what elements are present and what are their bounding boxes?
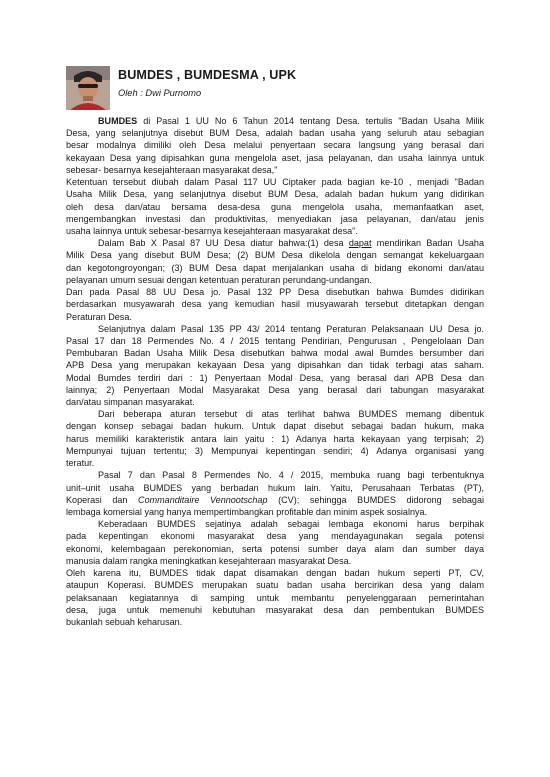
- text-segment: berdasarkan musyawarah desa yang kemudian hasil musyawarah tersebut ditetapkan dengan: [66, 299, 484, 310]
- text-segment: Dan pada Pasal 88 UU Desa jo. Pasal 132 PP Desa disebutkan bahwa Bumdes didirikan: [66, 287, 484, 298]
- text-line: [66, 201, 484, 213]
- text-segment: Pasal 17 dan 18 Permendes No. 4 / 2015 tentang Pendirian, Pengurusan , Pengelolaan Dan: [66, 335, 484, 346]
- text-segment: teratur.: [66, 458, 95, 469]
- paragraph-p5: [66, 323, 484, 409]
- paragraph-p4: [66, 286, 484, 323]
- text-segment: ekonomi, kelembagaan perekonomian, serta potensi sumber daya alam dan sumber daya: [66, 543, 484, 554]
- text-line: [66, 311, 484, 323]
- text-segment: pelayanan umum sesuai dengan ketentuan peraturan perundang-undangan.: [66, 274, 372, 285]
- paragraph-p3: [66, 237, 484, 286]
- text-line: [66, 616, 484, 628]
- text-segment: kekayaan Desa yang dipisahkan guna mengelola aset, jasa pelayanan, dan usaha lainnya untuk: [66, 152, 484, 163]
- text-line: [66, 482, 484, 494]
- text-line: [66, 152, 484, 164]
- text-segment: mengembangkan investasi dan produktivitas, menyediakan jasa pelayanan, dan/atau jenis: [66, 213, 484, 224]
- text-segment: harus memiliki karakteristik antara lain yaitu : 1) Adanya harta kekayaan yang terpisah; 2): [66, 433, 484, 444]
- text-line: [66, 384, 484, 396]
- text-line: [66, 457, 484, 469]
- author-portrait-icon: [66, 66, 110, 110]
- text-segment: dan/atau simpanan masyarakat.: [66, 397, 195, 408]
- text-line: [66, 494, 484, 506]
- text-line: [66, 567, 484, 579]
- text-segment: Mempunyai tujuan tertentu; 3) Mempunyai kepentingan sendiri; 4) Adanya organisasi yang: [66, 445, 484, 456]
- text-segment: besar modalnya dimiliki oleh Desa melalui penyertaan secara langsung yang berasal dari: [66, 140, 484, 151]
- text-line: [66, 139, 484, 151]
- text-segment: Pasal 7 dan Pasal 8 Permendes No. 4 / 2015, membuka ruang bagi terbentuknya: [98, 470, 484, 481]
- italic-term: Commanditaire Vennootschap: [138, 494, 268, 505]
- text-line: [66, 469, 484, 481]
- text-segment: lainnya; 2) Penyertaan Modal Masyarakat Desa yang berasal dari tabungan masyarakat: [66, 384, 484, 395]
- text-segment: mendirikan Badan Usaha: [371, 238, 484, 249]
- text-segment: pelaksanaan kegiatannya di samping untuk membantu penyelenggaraan pemerintahan: [66, 592, 484, 603]
- text-line: [66, 335, 484, 347]
- paragraph-p8: [66, 518, 484, 567]
- text-segment: APB Desa yang merupakan kekayaan Desa yang dipisahkan dan tidak terbagi atas saham.: [66, 360, 484, 371]
- text-line: [66, 518, 484, 530]
- text-line: [66, 347, 484, 359]
- text-line: [66, 445, 484, 457]
- text-line: [66, 359, 484, 371]
- paragraph-p7: [66, 469, 484, 518]
- text-line: [66, 176, 484, 188]
- paragraph-p2: [66, 176, 484, 237]
- text-segment: oleh desa dan/atau bersama desa-desa guna mengelola usaha, memanfaatkan aset,: [66, 201, 484, 212]
- text-segment: Keberadaan BUMDES sejatinya adalah sebagai lembaga ekonomi harus berpihak: [98, 519, 484, 530]
- text-segment: ataupun Koperasi. BUMDES merupakan suatu badan usaha bercirikan desa yang dalam: [66, 580, 484, 591]
- text-line: [66, 237, 484, 249]
- text-segment: Dari beberapa aturan tersebut di atas terlihat bahwa BUMDES memang dibentuk: [98, 409, 484, 420]
- text-line: [66, 396, 484, 408]
- text-segment: Oleh karena itu, BUMDES tidak dapat disamakan dengan badan hukum seperti PT, CV,: [66, 568, 484, 579]
- text-line: [66, 127, 484, 139]
- text-line: [66, 592, 484, 604]
- text-line: [66, 372, 484, 384]
- text-line: [66, 408, 484, 420]
- text-line: [66, 323, 484, 335]
- article-body: [66, 115, 484, 628]
- text-line: [66, 164, 484, 176]
- page-title: BUMDES , BUMDESMA , UPK: [118, 68, 297, 82]
- text-segment: bukanlah sebuah keharusan.: [66, 616, 183, 627]
- article-header: [66, 66, 496, 106]
- text-segment: sebesar- besarnya kesejahteraan masyarakat desa,": [66, 164, 278, 175]
- underlined-term: dapat: [348, 238, 372, 249]
- text-segment: manusia dalam rangka meningkatkan kesejahteraan masyarakat Desa.: [66, 555, 352, 566]
- text-line: [66, 225, 484, 237]
- text-segment: Dalam Bab X Pasal 87 UU Desa diatur bahwa:(1) desa: [98, 238, 349, 249]
- text-line: [66, 115, 484, 127]
- author-byline: Oleh : Dwi Purnomo: [118, 88, 202, 98]
- text-line: [66, 298, 484, 310]
- text-segment: usaha lainnya untuk sebesar-besarnya kesejahteraan masyarakat desa".: [66, 225, 358, 236]
- text-segment: dengan konsep sebagai badan hukum. Untuk dapat disebut sebagai badan hukum, maka: [66, 421, 484, 432]
- text-segment: Pembubaran Badan Usaha Milik Desa disebutkan bahwa modal awal Bumdes bersumber dari: [66, 348, 484, 359]
- text-segment: Milik Desa yang disebut BUM Desa; (2) BUM Desa dikelola dengan semangat kekeluargaan: [66, 250, 484, 261]
- text-segment: Selanjutnya dalam Pasal 135 PP 43/ 2014 tentang Peraturan Pelaksanaan UU Desa jo.: [98, 323, 484, 334]
- paragraph-p6: [66, 408, 484, 469]
- text-segment: dan kegotongroyongan; (3) BUM Desa dapat menjalankan usaha di bidang ekonomi dan/atau: [66, 262, 484, 273]
- text-line: [66, 420, 484, 432]
- text-segment: Modal Bumdes terdiri dari : 1) Penyertaan Modal Desa, yang berasal dari APB Desa dan: [66, 372, 484, 383]
- paragraph-p9: [66, 567, 484, 628]
- text-line: [66, 543, 484, 555]
- text-segment: Ketentuan tersebut diubah dalam Pasal 117 UU Ciptaker pada bagian ke-10 , menjadi "Badan: [66, 177, 484, 188]
- text-line: [66, 579, 484, 591]
- text-line: [66, 262, 484, 274]
- text-segment: Koperasi dan: [66, 494, 139, 505]
- bold-term: BUMDES: [98, 116, 138, 126]
- text-line: [66, 286, 484, 298]
- text-segment: Desa, yang selanjutnya disebut BUM Desa, adalah badan usaha yang seluruh atau sebagian: [66, 128, 484, 139]
- text-segment: Peraturan Desa.: [66, 311, 132, 322]
- text-line: [66, 188, 484, 200]
- text-segment: (CV); sehingga BUMDES didorong sebagai: [267, 494, 484, 505]
- text-line: [66, 213, 484, 225]
- text-line: [66, 604, 484, 616]
- text-segment: lembaga komersial yang hanya mempertimbangkan profitable dan minim aspek sosialnya.: [66, 507, 428, 517]
- text-segment: di Pasal 1 UU No 6 Tahun 2014 tentang Desa. tertulis "Badan Usaha Milik: [137, 116, 484, 126]
- text-line: [66, 274, 484, 286]
- text-line: [66, 555, 484, 567]
- text-line: [66, 433, 484, 445]
- text-line: [66, 249, 484, 261]
- text-segment: desa, juga untuk memenuhi kebutuhan masyarakat desa dan pembentukan BUMDES: [66, 604, 484, 615]
- author-photo: [66, 66, 110, 110]
- paragraph-p1: [66, 115, 484, 176]
- text-line: [66, 506, 484, 518]
- text-segment: pada kepentingan ekonomi masyarakat desa yang mendayagunakan segala potensi: [66, 531, 484, 542]
- text-segment: Usaha Milik Desa, yang selanjutnya disebut BUM Desa, adalah badan hukum yang didirikan: [66, 189, 484, 200]
- text-segment: unit–unit usaha BUMDES yang berbadan hukum lain. Yaitu, Perusahaan Terbatas (PT),: [66, 482, 484, 493]
- text-line: [66, 530, 484, 542]
